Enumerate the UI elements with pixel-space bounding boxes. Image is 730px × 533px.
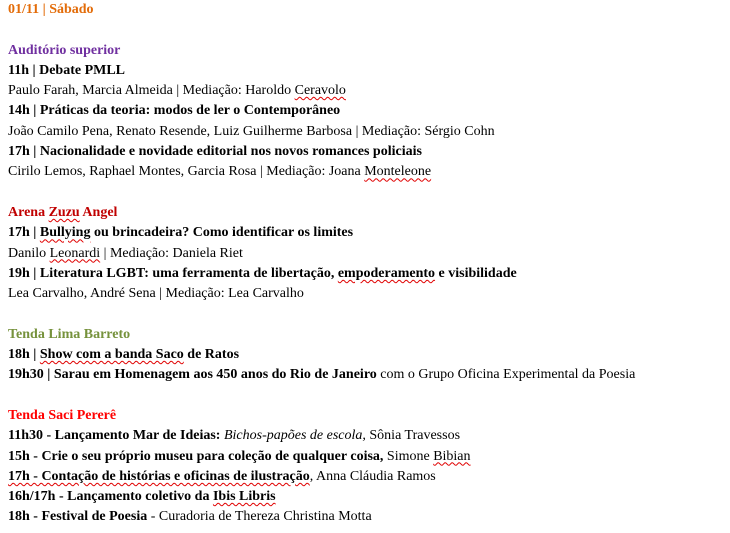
- title-part: 18h - Festival de Poesia: [8, 509, 148, 525]
- event-title: [8, 467, 726, 487]
- event-participants: Lea Carvalho, André Sena | Mediação: Lea Carvalho: [8, 286, 304, 302]
- venue-tenda-lima-barreto: Tenda Lima Barreto: [8, 326, 131, 342]
- event-title: [8, 345, 726, 365]
- title-part: Show com a banda Saco: [39, 347, 184, 363]
- event-participants: [8, 244, 726, 264]
- participants-text: | Mediação: Daniela Riet: [100, 245, 243, 261]
- event-title: [8, 487, 726, 507]
- venue-auditorio-superior: Auditório superior: [8, 42, 121, 58]
- spacer: [8, 386, 726, 406]
- venue-name-part: Arena: [8, 204, 49, 220]
- author-name: , Anna Cláudia Ramos: [309, 468, 436, 484]
- author-name: Bibian: [433, 448, 471, 464]
- title-part: 19h30 | Sarau em Homenagem aos 450 anos do Rio de Janeiro: [8, 367, 377, 383]
- event-title: [8, 447, 726, 467]
- book-title: Bichos-papões de escola,: [220, 428, 366, 444]
- venue-name-part: Angel: [79, 204, 118, 220]
- title-part: Bullying: [39, 225, 91, 241]
- event-title: [8, 426, 726, 446]
- event-participants: [8, 81, 726, 101]
- title-part: Ibis Libris: [212, 489, 276, 505]
- spacer: [8, 183, 726, 203]
- author-name: Sônia Travessos: [365, 428, 461, 444]
- event-participants: [8, 162, 726, 182]
- participants-text: Cirilo Lemos, Raphael Montes, Garcia Rosa | Mediação: Joana: [8, 164, 365, 180]
- spacer: [8, 20, 726, 40]
- participants-text: Ceravolo: [294, 83, 346, 99]
- title-part: 15h - Crie o seu próprio museu para coleção de qualquer coisa,: [8, 448, 384, 464]
- event-title: 14h | Práticas da teoria: modos de ler o Contemporâneo: [8, 103, 341, 119]
- event-description: - Curadoria de Thereza Christina Motta: [147, 509, 372, 525]
- venue-tenda-saci-perere: Tenda Saci Pererê: [8, 407, 117, 423]
- title-part: 17h - Contação de histórias e oficinas de ilustração: [8, 468, 310, 484]
- event-title: 17h | Nacionalidade e novidade editorial nos novos romances policiais: [8, 144, 422, 160]
- event-title: 11h | Debate PMLL: [8, 62, 126, 78]
- title-part: ou brincadeira? Como identificar os limites: [90, 225, 354, 241]
- author-name: Simone: [383, 448, 434, 464]
- title-part: 16h/17h - Lançamento coletivo da: [8, 489, 213, 505]
- schedule-page: [8, 0, 726, 528]
- event-title: [8, 223, 726, 243]
- event-participants: João Camilo Pena, Renato Resende, Luiz Guilherme Barbosa | Mediação: Sérgio Cohn: [8, 123, 495, 139]
- venue-name-part: Zuzu: [48, 204, 80, 220]
- participants-text: Danilo: [8, 245, 50, 261]
- title-part: 17h |: [8, 225, 40, 241]
- venue-arena-zuzu-angel: [8, 203, 726, 223]
- title-part: 11h30 - Lançamento Mar de Ideias:: [8, 428, 221, 444]
- event-title: [8, 264, 726, 284]
- title-part: 18h |: [8, 347, 40, 363]
- spacer: [8, 304, 726, 324]
- title-part: e visibilidade: [435, 265, 517, 281]
- date-heading: 01/11 | Sábado: [8, 2, 94, 17]
- title-part: de Ratos: [183, 347, 240, 363]
- participants-text: Paulo Farah, Marcia Almeida | Mediação: Haroldo: [8, 83, 295, 99]
- event-description: com o Grupo Oficina Experimental da Poesia: [376, 367, 636, 383]
- event-title: [8, 507, 726, 527]
- title-part: empoderamento: [337, 265, 436, 281]
- event-title: [8, 365, 726, 385]
- participants-text: Leonardi: [49, 245, 101, 261]
- title-part: 19h | Literatura LGBT: uma ferramenta de libertação,: [8, 265, 338, 281]
- participants-text: Monteleone: [364, 164, 432, 180]
